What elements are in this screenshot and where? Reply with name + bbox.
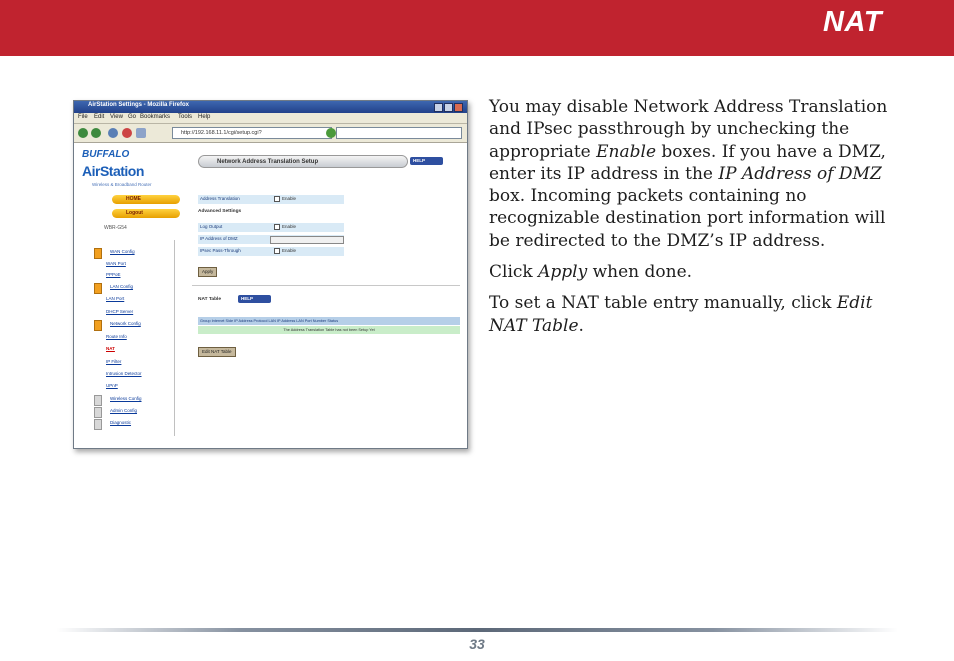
expand-icon[interactable] [94, 407, 102, 418]
menu-edit[interactable]: Edit [94, 114, 105, 120]
enable-label: Enable [282, 196, 297, 202]
address-translation-label: Address Translation [200, 196, 240, 201]
search-input[interactable] [336, 127, 462, 139]
paragraph-dmz [489, 96, 889, 252]
nav-lan-config[interactable]: LAN Config [110, 284, 134, 289]
menu-bookmarks[interactable]: Bookmarks [140, 114, 171, 120]
expand-icon[interactable] [94, 419, 102, 430]
nav-ip-filter[interactable]: IP Filter [106, 359, 122, 364]
nat-table-header: Group Internet Side IP Address Protocol LAN IP Address LAN Port Number Status [198, 317, 460, 325]
header-bar [0, 0, 954, 56]
paragraph-apply [489, 261, 889, 283]
checkbox-icon[interactable] [274, 224, 280, 230]
section-divider [192, 285, 460, 286]
emphasis-apply: Apply [538, 262, 588, 283]
home-button[interactable]: HOME [112, 195, 180, 204]
nav-dhcp-server[interactable]: DHCP Server [106, 309, 134, 314]
text-run: To set a NAT table entry manually, click [489, 293, 837, 314]
nav-lan-port[interactable]: LAN Port [106, 296, 125, 301]
back-icon[interactable] [78, 128, 88, 138]
reload-icon[interactable] [108, 128, 118, 138]
ip-dmz-label: IP Address of DMZ [200, 236, 238, 241]
nav-pppoe[interactable]: PPPoE [106, 272, 121, 277]
brand-logo: BUFFALO [82, 149, 130, 160]
nav-admin-config[interactable]: Admin Config [110, 408, 138, 413]
tagline: Wireless & Broadband Router [92, 182, 152, 187]
nat-table-label: NAT Table [198, 297, 222, 302]
checkbox-icon[interactable] [274, 196, 280, 202]
section-title: NAT [823, 6, 882, 38]
enable-label: Enable [282, 224, 297, 230]
emphasis-edit-nat-table: Edit NAT Table [489, 293, 873, 336]
menu-help[interactable]: Help [198, 114, 211, 120]
setup-title-bar: Network Address Translation Setup [198, 155, 408, 168]
ip-dmz-input[interactable] [270, 236, 344, 244]
nat-table-empty-row: The Address Translation Table has not been Setup Yet [198, 326, 460, 334]
home-icon[interactable] [136, 128, 146, 138]
log-output-row [198, 223, 344, 232]
footer-rule [56, 628, 898, 632]
expand-icon[interactable] [94, 395, 102, 406]
text-run: when done. [587, 262, 693, 283]
expand-icon[interactable] [94, 248, 102, 259]
text-run: boxes. If you have a DMZ, enter its IP address in the [489, 141, 886, 184]
advanced-settings-heading: Advanced Settings [198, 209, 242, 214]
forward-icon[interactable] [91, 128, 101, 138]
nav-wireless-config[interactable]: Wireless Config [110, 396, 142, 401]
model-label: WBR-G54 [104, 225, 127, 231]
menu-file[interactable]: File [78, 114, 88, 120]
nav-intrusion-detector[interactable]: Intrusion Detector [106, 371, 142, 376]
text-run: Click [489, 262, 539, 283]
ipsec-enable[interactable] [274, 248, 296, 254]
edit-nat-table-button[interactable]: Edit NAT Table [198, 347, 236, 357]
expand-icon[interactable] [94, 320, 102, 331]
logout-button[interactable]: Logout [112, 209, 180, 218]
apply-button[interactable]: Apply [198, 267, 217, 277]
maximize-icon[interactable] [444, 103, 453, 112]
menu-bar [74, 113, 467, 124]
nat-help-button[interactable]: HELP [238, 295, 271, 303]
address-translation-row [198, 195, 344, 204]
router-screenshot [73, 100, 468, 449]
expand-icon[interactable] [94, 283, 102, 294]
nav-wan-config[interactable]: WAN Config [110, 249, 135, 254]
menu-go[interactable]: Go [128, 114, 137, 120]
address-translation-enable[interactable] [274, 196, 296, 202]
emphasis-dmz: IP Address of DMZ [718, 163, 882, 184]
nav-route-info[interactable]: Route Info [106, 334, 127, 339]
body-text [489, 96, 889, 346]
nav-wan-port[interactable]: WAN Port [106, 261, 126, 266]
nav-toolbar [74, 124, 467, 143]
enable-label: Enable [282, 248, 297, 254]
close-icon[interactable] [454, 103, 463, 112]
emphasis-enable: Enable [596, 141, 657, 162]
window-titlebar [74, 101, 467, 113]
nav-diagnostic[interactable]: Diagnostic [110, 420, 132, 425]
text-run: . [578, 315, 584, 336]
nav-nat[interactable]: NAT [106, 346, 115, 351]
window-title: AirStation Settings - Mozilla Firefox [88, 102, 190, 108]
log-output-enable[interactable] [274, 224, 296, 230]
text-run: box. Incoming packets containing no recognizable destination port information will be redirected to the DMZ’s IP address. [489, 186, 886, 251]
page-number: 33 [469, 636, 485, 652]
stop-icon[interactable] [122, 128, 132, 138]
go-icon[interactable] [326, 128, 336, 138]
ipsec-label: IPsec Pass-Through [200, 248, 241, 253]
product-logo: AirStation [82, 163, 144, 179]
text-run: You may disable Network Address Translation and IPsec passthrough by unchecking the appropriate [489, 97, 888, 162]
ipsec-row [198, 247, 344, 256]
nav-divider [174, 240, 175, 436]
log-output-label: Log Output [200, 224, 223, 229]
menu-view[interactable]: View [110, 114, 123, 120]
paragraph-nat-table [489, 292, 889, 337]
page-content [74, 143, 467, 448]
menu-tools[interactable]: Tools [178, 114, 193, 120]
nav-upnp[interactable]: UPnP [106, 383, 118, 388]
nav-network-config[interactable]: Network Config [110, 321, 141, 326]
url-input[interactable]: http://192.168.11.1/cgi/setup.cgi? [172, 127, 332, 139]
minimize-icon[interactable] [434, 103, 443, 112]
checkbox-icon[interactable] [274, 248, 280, 254]
help-button[interactable]: HELP [410, 157, 443, 165]
